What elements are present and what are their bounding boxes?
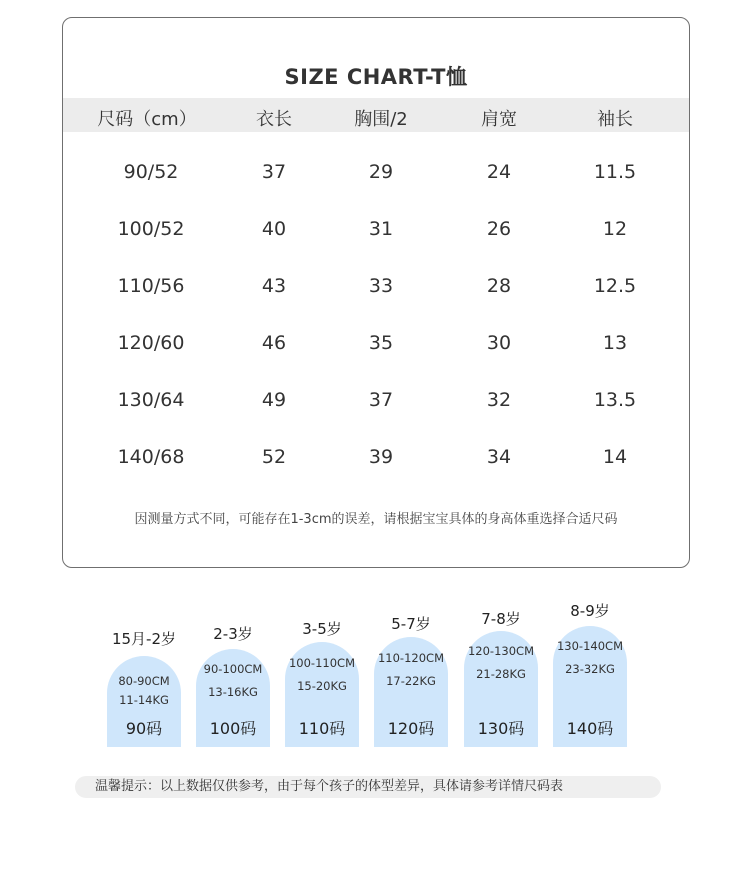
tip-banner: 温馨提示：以上数据仅供参考，由于每个孩子的体型差异，具体请参考详情尺码表 bbox=[75, 776, 661, 798]
table-cell: 37 bbox=[261, 161, 287, 183]
header-length: 衣长 bbox=[256, 109, 292, 130]
table-cell: 24 bbox=[486, 161, 512, 183]
size-pill bbox=[464, 631, 538, 747]
age-label: 7-8岁 bbox=[481, 610, 521, 628]
table-cell: 35 bbox=[368, 332, 394, 354]
size-code: 100码 bbox=[209, 719, 257, 738]
height-range: 90-100CM bbox=[203, 662, 263, 676]
table-cell: 39 bbox=[368, 446, 394, 468]
table-cell: 52 bbox=[261, 446, 287, 468]
table-cell: 37 bbox=[368, 389, 394, 411]
table-cell: 34 bbox=[486, 446, 512, 468]
size-code: 90码 bbox=[125, 719, 163, 738]
table-cell: 28 bbox=[486, 275, 512, 297]
table-cell: 49 bbox=[261, 389, 287, 411]
weight-range: 21-28KG bbox=[476, 667, 526, 681]
table-cell: 30 bbox=[486, 332, 512, 354]
table-cell: 90/52 bbox=[123, 161, 179, 183]
size-chart-card bbox=[62, 17, 690, 568]
size-pill bbox=[196, 649, 270, 747]
age-label: 5-7岁 bbox=[391, 615, 431, 633]
table-cell: 33 bbox=[368, 275, 394, 297]
weight-range: 23-32KG bbox=[565, 662, 615, 676]
age-label: 8-9岁 bbox=[570, 602, 610, 620]
table-cell: 140/68 bbox=[117, 446, 185, 468]
size-pill bbox=[107, 656, 181, 747]
table-cell: 13.5 bbox=[593, 389, 637, 411]
table-cell: 12.5 bbox=[593, 275, 637, 297]
table-cell: 120/60 bbox=[117, 332, 185, 354]
table-cell: 110/56 bbox=[117, 275, 185, 297]
weight-range: 11-14KG bbox=[119, 693, 169, 707]
size-code: 110码 bbox=[298, 719, 346, 738]
table-cell: 46 bbox=[261, 332, 287, 354]
age-label: 3-5岁 bbox=[302, 620, 342, 638]
size-pill bbox=[285, 642, 359, 747]
header-size: 尺码（cm） bbox=[97, 109, 197, 130]
size-code: 130码 bbox=[477, 719, 525, 738]
table-cell: 14 bbox=[602, 446, 628, 468]
age-label: 2-3岁 bbox=[213, 625, 253, 643]
height-range: 130-140CM bbox=[556, 639, 623, 653]
measurement-note: 因测量方式不同，可能存在1-3cm的误差，请根据宝宝具体的身高体重选择合适尺码 bbox=[134, 512, 618, 527]
header-shoulder: 肩宽 bbox=[481, 109, 517, 130]
size-pill bbox=[374, 637, 448, 747]
height-range: 110-120CM bbox=[377, 651, 444, 665]
size-code: 140码 bbox=[566, 719, 614, 738]
table-cell: 12 bbox=[602, 218, 628, 240]
table-cell: 130/64 bbox=[117, 389, 185, 411]
height-range: 120-130CM bbox=[467, 644, 534, 658]
size-code: 120码 bbox=[387, 719, 435, 738]
table-cell: 13 bbox=[602, 332, 628, 354]
age-label: 15月-2岁 bbox=[111, 630, 177, 648]
size-chart-title: SIZE CHART-T恤 bbox=[284, 65, 468, 89]
table-cell: 31 bbox=[368, 218, 394, 240]
header-sleeve: 袖长 bbox=[597, 109, 633, 130]
height-range: 80-90CM bbox=[118, 674, 170, 688]
table-cell: 26 bbox=[486, 218, 512, 240]
table-cell: 32 bbox=[486, 389, 512, 411]
table-cell: 29 bbox=[368, 161, 394, 183]
table-cell: 40 bbox=[261, 218, 287, 240]
height-range: 100-110CM bbox=[288, 656, 355, 670]
weight-range: 13-16KG bbox=[208, 685, 258, 699]
table-cell: 43 bbox=[261, 275, 287, 297]
weight-range: 17-22KG bbox=[386, 674, 436, 688]
table-cell: 11.5 bbox=[593, 161, 637, 183]
table-cell: 100/52 bbox=[117, 218, 185, 240]
header-chest: 胸围/2 bbox=[354, 109, 408, 130]
size-pill bbox=[553, 626, 627, 747]
weight-range: 15-20KG bbox=[297, 679, 347, 693]
